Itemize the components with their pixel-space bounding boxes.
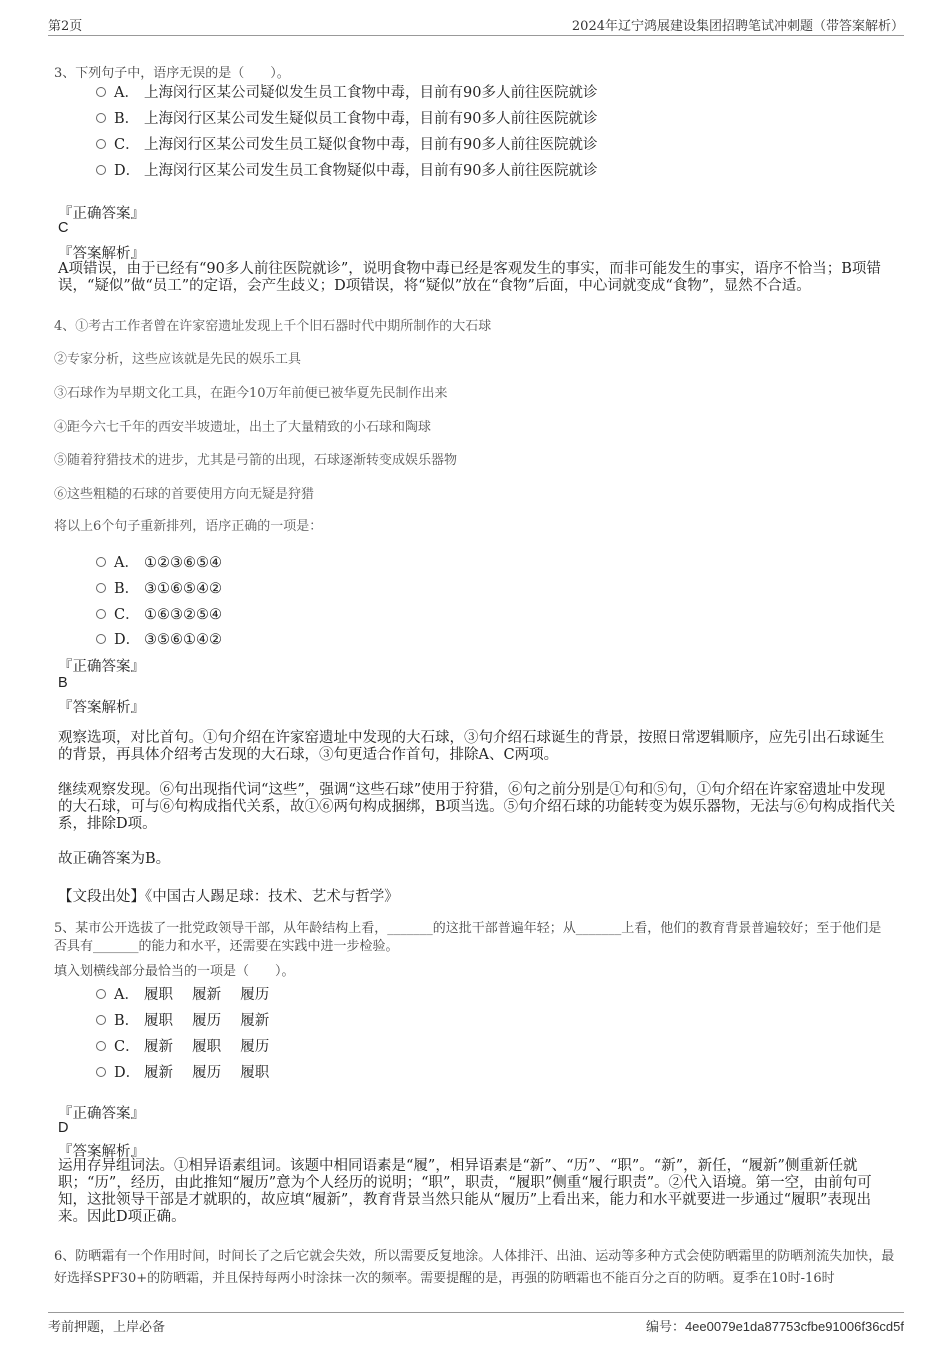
q4-answer: B <box>58 675 68 691</box>
q3-stem: 3、下列句子中，语序无误的是（ ）。 <box>54 66 290 81</box>
q4-sentence-4: ④距今六七千年的西安半坡遗址，出土了大量精致的小石球和陶球 <box>54 420 432 435</box>
q5-answer-label: 『正确答案』 <box>58 1106 145 1122</box>
document-id: 编号：4ee0079e1da87753cfbe91006f36cd5f <box>645 1319 904 1334</box>
q4-sentence-2: ②专家分析，这些应该就是先民的娱乐工具 <box>54 352 302 367</box>
radio-icon[interactable] <box>96 609 106 619</box>
q5-option-c[interactable]: C． 履新 履职 履历 <box>96 1035 269 1056</box>
q3-option-a[interactable]: A． 上海闵行区某公司疑似发生员工食物中毒，目前有90多人前往医院就诊 <box>96 81 597 102</box>
q5-stem: 5、某市公开选拔了一批党政领导干部，从年龄结构上看，_______的这批干部普遍年轻；从_______上看，他们的教育背景普遍较好；至于他们是否具有_______的能力和水平，还需要在实践中进一步检验。 <box>54 921 882 954</box>
radio-icon[interactable] <box>96 1067 106 1077</box>
radio-icon[interactable] <box>96 634 106 644</box>
footer-slogan: 考前押题，上岸必备 <box>48 1320 166 1335</box>
q4-source: 【文段出处】《中国古人踢足球：技术、艺术与哲学》 <box>58 889 399 905</box>
radio-icon[interactable] <box>96 1015 106 1025</box>
q4-sentence-3: ③石球作为早期文化工具，在距今10万年前便已被华夏先民制作出来 <box>54 386 448 401</box>
q5-prompt: 填入划横线部分最恰当的一项是（ ）。 <box>54 964 295 979</box>
q4-option-c[interactable]: C． ①⑥③②⑤④ <box>96 603 222 624</box>
q4-sentence-1: 4、①考古工作者曾在许家窑遗址发现上千个旧石器时代中期所制作的大石球 <box>54 319 492 334</box>
document-title: 2024年辽宁鸿展建设集团招聘笔试冲刺题（带答案解析） <box>571 19 904 34</box>
q3-analysis-label: 『答案解析』 <box>58 246 145 262</box>
q4-option-d[interactable]: D． ③⑤⑥①④② <box>96 628 222 649</box>
q4-analysis-label: 『答案解析』 <box>58 700 145 716</box>
q4-sentence-6: ⑥这些粗糙的石球的首要使用方向无疑是狩猎 <box>54 487 315 502</box>
q5-option-b[interactable]: B． 履职 履历 履新 <box>96 1009 269 1030</box>
q3-option-d[interactable]: D． 上海闵行区某公司发生员工食物疑似中毒，目前有90多人前往医院就诊 <box>96 159 597 180</box>
q4-analysis-paragraph-2: 继续观察发现。⑥句出现指代词“这些”，强调“这些石球”使用于狩猎，⑥句之前分别是①句和⑤句，①句介绍在许家窑遗址中发现的大石球，可与⑥句构成指代关系，故①⑥两句构成捆绑，B项当选。⑤句介绍石球的功能转变为娱乐器物，无法与⑥句构成指代关系，排除D项。 <box>58 782 896 832</box>
radio-icon[interactable] <box>96 139 106 149</box>
q3-answer: C <box>58 220 69 236</box>
radio-icon[interactable] <box>96 583 106 593</box>
q5-option-a[interactable]: A． 履职 履新 履历 <box>96 983 269 1004</box>
page-number: 第2页 <box>48 19 83 34</box>
radio-icon[interactable] <box>96 989 106 999</box>
q4-option-a[interactable]: A． ①②③⑥⑤④ <box>96 551 222 572</box>
q3-analysis: A项错误，由于已经有“90多人前往医院就诊”，说明食物中毒已经是客观发生的事实，而非可能发生的事实，语序不恰当；B项错误，“疑似”做“员工”的定语，会产生歧义；D项错误，将“疑似”放在“食物”后面，中心词就变成“食物”，显然不合适。 <box>58 261 881 294</box>
q4-sentence-5: ⑤随着狩猎技术的进步，尤其是弓箭的出现，石球逐渐转变成娱乐器物 <box>54 453 458 468</box>
q5-answer: D <box>58 1120 69 1136</box>
page-header <box>48 13 904 36</box>
q4-option-b[interactable]: B． ③①⑥⑤④② <box>96 577 222 598</box>
radio-icon[interactable] <box>96 165 106 175</box>
radio-icon[interactable] <box>96 1041 106 1051</box>
q4-analysis-paragraph-1: 观察选项，对比首句。①句介绍在许家窑遗址中发现的大石球，③句介绍石球诞生的背景，按照日常逻辑顺序，应先引出石球诞生的背景，再具体介绍考古发现的大石球，③句更适合作首句，排除A、C两项。 <box>58 730 885 763</box>
page-footer <box>48 1312 904 1335</box>
q4-answer-label: 『正确答案』 <box>58 659 145 675</box>
q3-option-c[interactable]: C． 上海闵行区某公司发生员工疑似食物中毒，目前有90多人前往医院就诊 <box>96 133 597 154</box>
radio-icon[interactable] <box>96 87 106 97</box>
q5-analysis-label: 『答案解析』 <box>58 1144 145 1160</box>
q6-stem: 6、防晒霜有一个作用时间，时间长了之后它就会失效，所以需要反复地涂。人体排汗、出油、运动等多种方式会使防晒霜里的防晒剂流失加快，最好选择SPF30+的防晒霜，并且保持每两小时涂抹一次的频率。需要提醒的是，再强的防晒霜也不能百分之百的防晒。夏季在10时-16时 <box>54 1249 895 1286</box>
radio-icon[interactable] <box>96 113 106 123</box>
radio-icon[interactable] <box>96 557 106 567</box>
q5-analysis: 运用存异组词法。①相异语素组词。该题中相同语素是“履”，相异语素是“新”、“历”、“职”。“新”，新任，“履新”侧重新任就职；“历”，经历，由此推知“履历”意为个人经历的说明；“职”，职责，“履职”侧重“履行职责”。②代入语境。第一空，由前句可知，这批领导干部是才就职的，故应填“履新”，教育背景当然只能从“履历”上看出来，能力和水平就要进一步通过“履职”表现出来。因此D项正确。 <box>58 1158 872 1225</box>
q3-option-b[interactable]: B． 上海闵行区某公司发生疑似员工食物中毒，目前有90多人前往医院就诊 <box>96 107 597 128</box>
q4-analysis-paragraph-3: 故正确答案为B。 <box>58 851 171 867</box>
q4-prompt: 将以上6个句子重新排列，语序正确的一项是： <box>54 519 323 534</box>
q5-option-d[interactable]: D． 履新 履历 履职 <box>96 1061 269 1082</box>
q3-answer-label: 『正确答案』 <box>58 206 145 222</box>
